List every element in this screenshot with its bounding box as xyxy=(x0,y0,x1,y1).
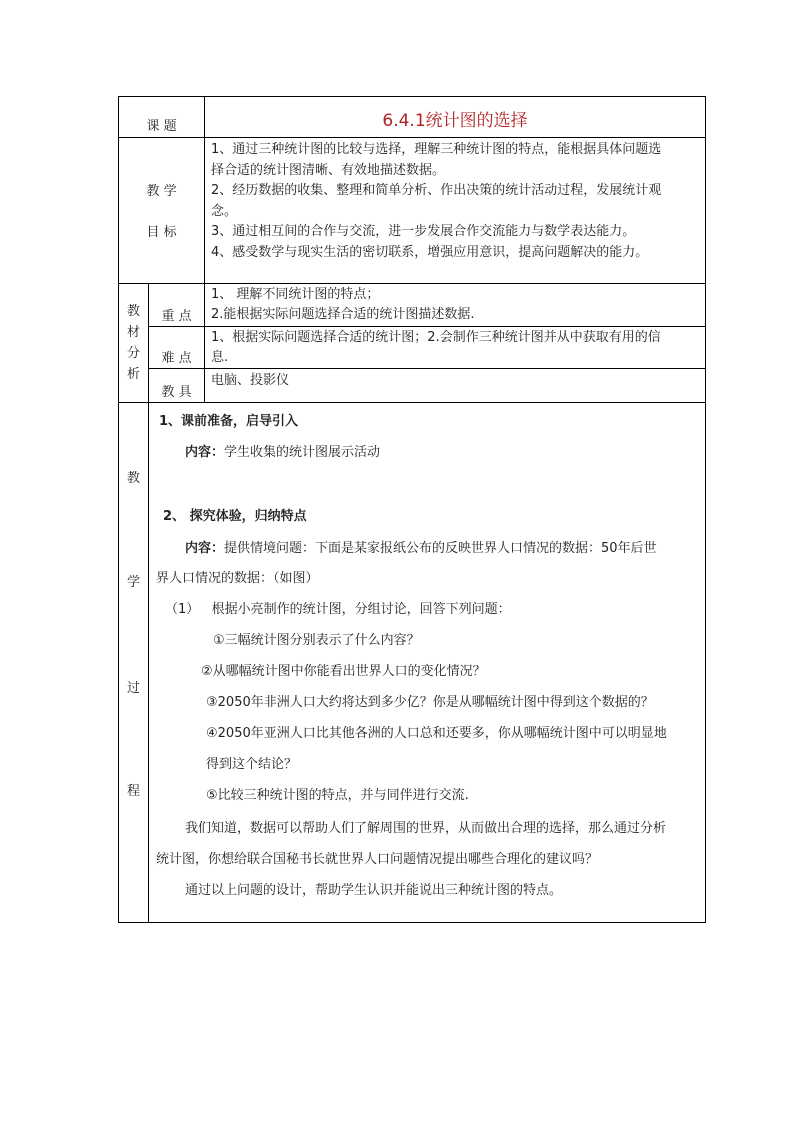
topic-row xyxy=(119,97,706,138)
analysis-diff-row xyxy=(119,327,706,369)
analysis-key-row xyxy=(119,284,706,327)
paragraph-2: 通过以上问题的设计，帮助学生认识并能说出三种统计图的特点。 xyxy=(185,883,563,898)
process-label-char: 程 xyxy=(126,784,140,799)
section-2-content-a xyxy=(185,537,657,556)
difficulties-label: 难 点 xyxy=(149,327,205,369)
analysis-label-char: 教 xyxy=(126,304,140,319)
section-1-text: 学生收集的统计图展示活动 xyxy=(224,445,381,460)
topic-label: 课 题 xyxy=(119,97,205,138)
lesson-title: 6.4.1统计图的选择 xyxy=(382,111,528,131)
analysis-label-cell xyxy=(119,284,149,403)
paragraph-1a: 我们知道，数据可以帮助人们了解周围的世界，从而做出合理的选择，那么通过分析 xyxy=(185,821,667,836)
objective-line: 4、感受数学与现实生活的密切联系，增强应用意识，提高问题解决的能力。 xyxy=(211,244,649,260)
question-5: ⑤比较三种统计图的特点，并与同伴进行交流. xyxy=(206,788,469,803)
analysis-label-char: 分 xyxy=(126,346,140,361)
section-2-content-b: 界人口情况的数据：（如图） xyxy=(156,571,319,586)
process-label-char: 教 xyxy=(126,471,140,486)
process-content xyxy=(149,403,706,923)
objective-line: 2、经历数据的收集、整理和简单分析、作出决策的统计活动过程，发展统计观 xyxy=(211,183,662,198)
analysis-label-char: 析 xyxy=(126,367,140,382)
process-label-char: 过 xyxy=(126,681,140,696)
key-point-line: 1、 理解不同统计图的特点； xyxy=(211,287,380,302)
analysis-tools-row xyxy=(119,369,706,403)
question-intro: （1） 根据小亮制作的统计图，分组讨论，回答下列问题： xyxy=(165,602,511,617)
process-label-cell xyxy=(119,403,149,923)
process-label-char: 学 xyxy=(126,575,140,590)
objective-line: 1、通过三种统计图的比较与选择，理解三种统计图的特点，能根据具体问题选 xyxy=(211,142,662,157)
objectives-row xyxy=(119,138,706,284)
objectives-label-cell xyxy=(119,138,205,284)
question-3: ③2050年非洲人口大约将达到多少亿？你是从哪幅统计图中得到这个数据的？ xyxy=(206,695,654,710)
objective-line: 念。 xyxy=(211,203,238,219)
tools-label: 教 具 xyxy=(149,369,205,403)
question-4b: 得到这个结论？ xyxy=(206,757,298,772)
tools-text: 电脑、投影仪 xyxy=(211,373,290,388)
paragraph-1b: 统计图，你想给联合国秘书长就世界人口问题情况提出哪些合理化的建议吗？ xyxy=(156,852,599,867)
key-point-line: 2.能根据实际问题选择合适的统计图描述数据. xyxy=(211,307,475,322)
process-row xyxy=(119,403,706,923)
analysis-label-char: 材 xyxy=(126,325,140,340)
difficulties-content xyxy=(205,327,706,369)
objectives-label-top: 教 学 xyxy=(146,184,177,199)
lesson-plan-table xyxy=(118,96,706,923)
question-2: ②从哪幅统计图中你能看出世界人口的变化情况？ xyxy=(201,664,486,679)
tools-content xyxy=(205,369,706,403)
difficulty-line: 1、根据实际问题选择合适的统计图；2.会制作三种统计图并从中获取有用的信 xyxy=(211,330,661,345)
content-label: 内容： xyxy=(185,445,225,460)
objectives-content xyxy=(205,138,706,284)
content-label: 内容： xyxy=(185,541,225,556)
section-1-title: 1、课前准备，启导引入 xyxy=(159,414,299,429)
objectives-label-bottom: 目 标 xyxy=(146,225,177,240)
section-2-title: 2、 探究体验，归纳特点 xyxy=(163,509,307,524)
key-points-label: 重 点 xyxy=(149,284,205,327)
objective-line: 3、通过相互间的合作与交流，进一步发展合作交流能力与数学表达能力。 xyxy=(211,224,636,239)
section-1-content xyxy=(185,441,380,460)
question-4a: ④2050年亚洲人口比其他各洲的人口总和还要多，你从哪幅统计图中可以明显地 xyxy=(206,726,667,741)
objective-line: 择合适的统计图清晰、有效地描述数据。 xyxy=(211,162,446,178)
difficulty-line: 息. xyxy=(211,350,229,365)
section-2-text-a: 提供情境问题：下面是某家报纸公布的反映世界人口情况的数据：50年后世 xyxy=(224,541,657,556)
topic-cell xyxy=(205,97,706,138)
key-points-content xyxy=(205,284,706,327)
question-1: ①三幅统计图分别表示了什么内容？ xyxy=(213,633,420,648)
